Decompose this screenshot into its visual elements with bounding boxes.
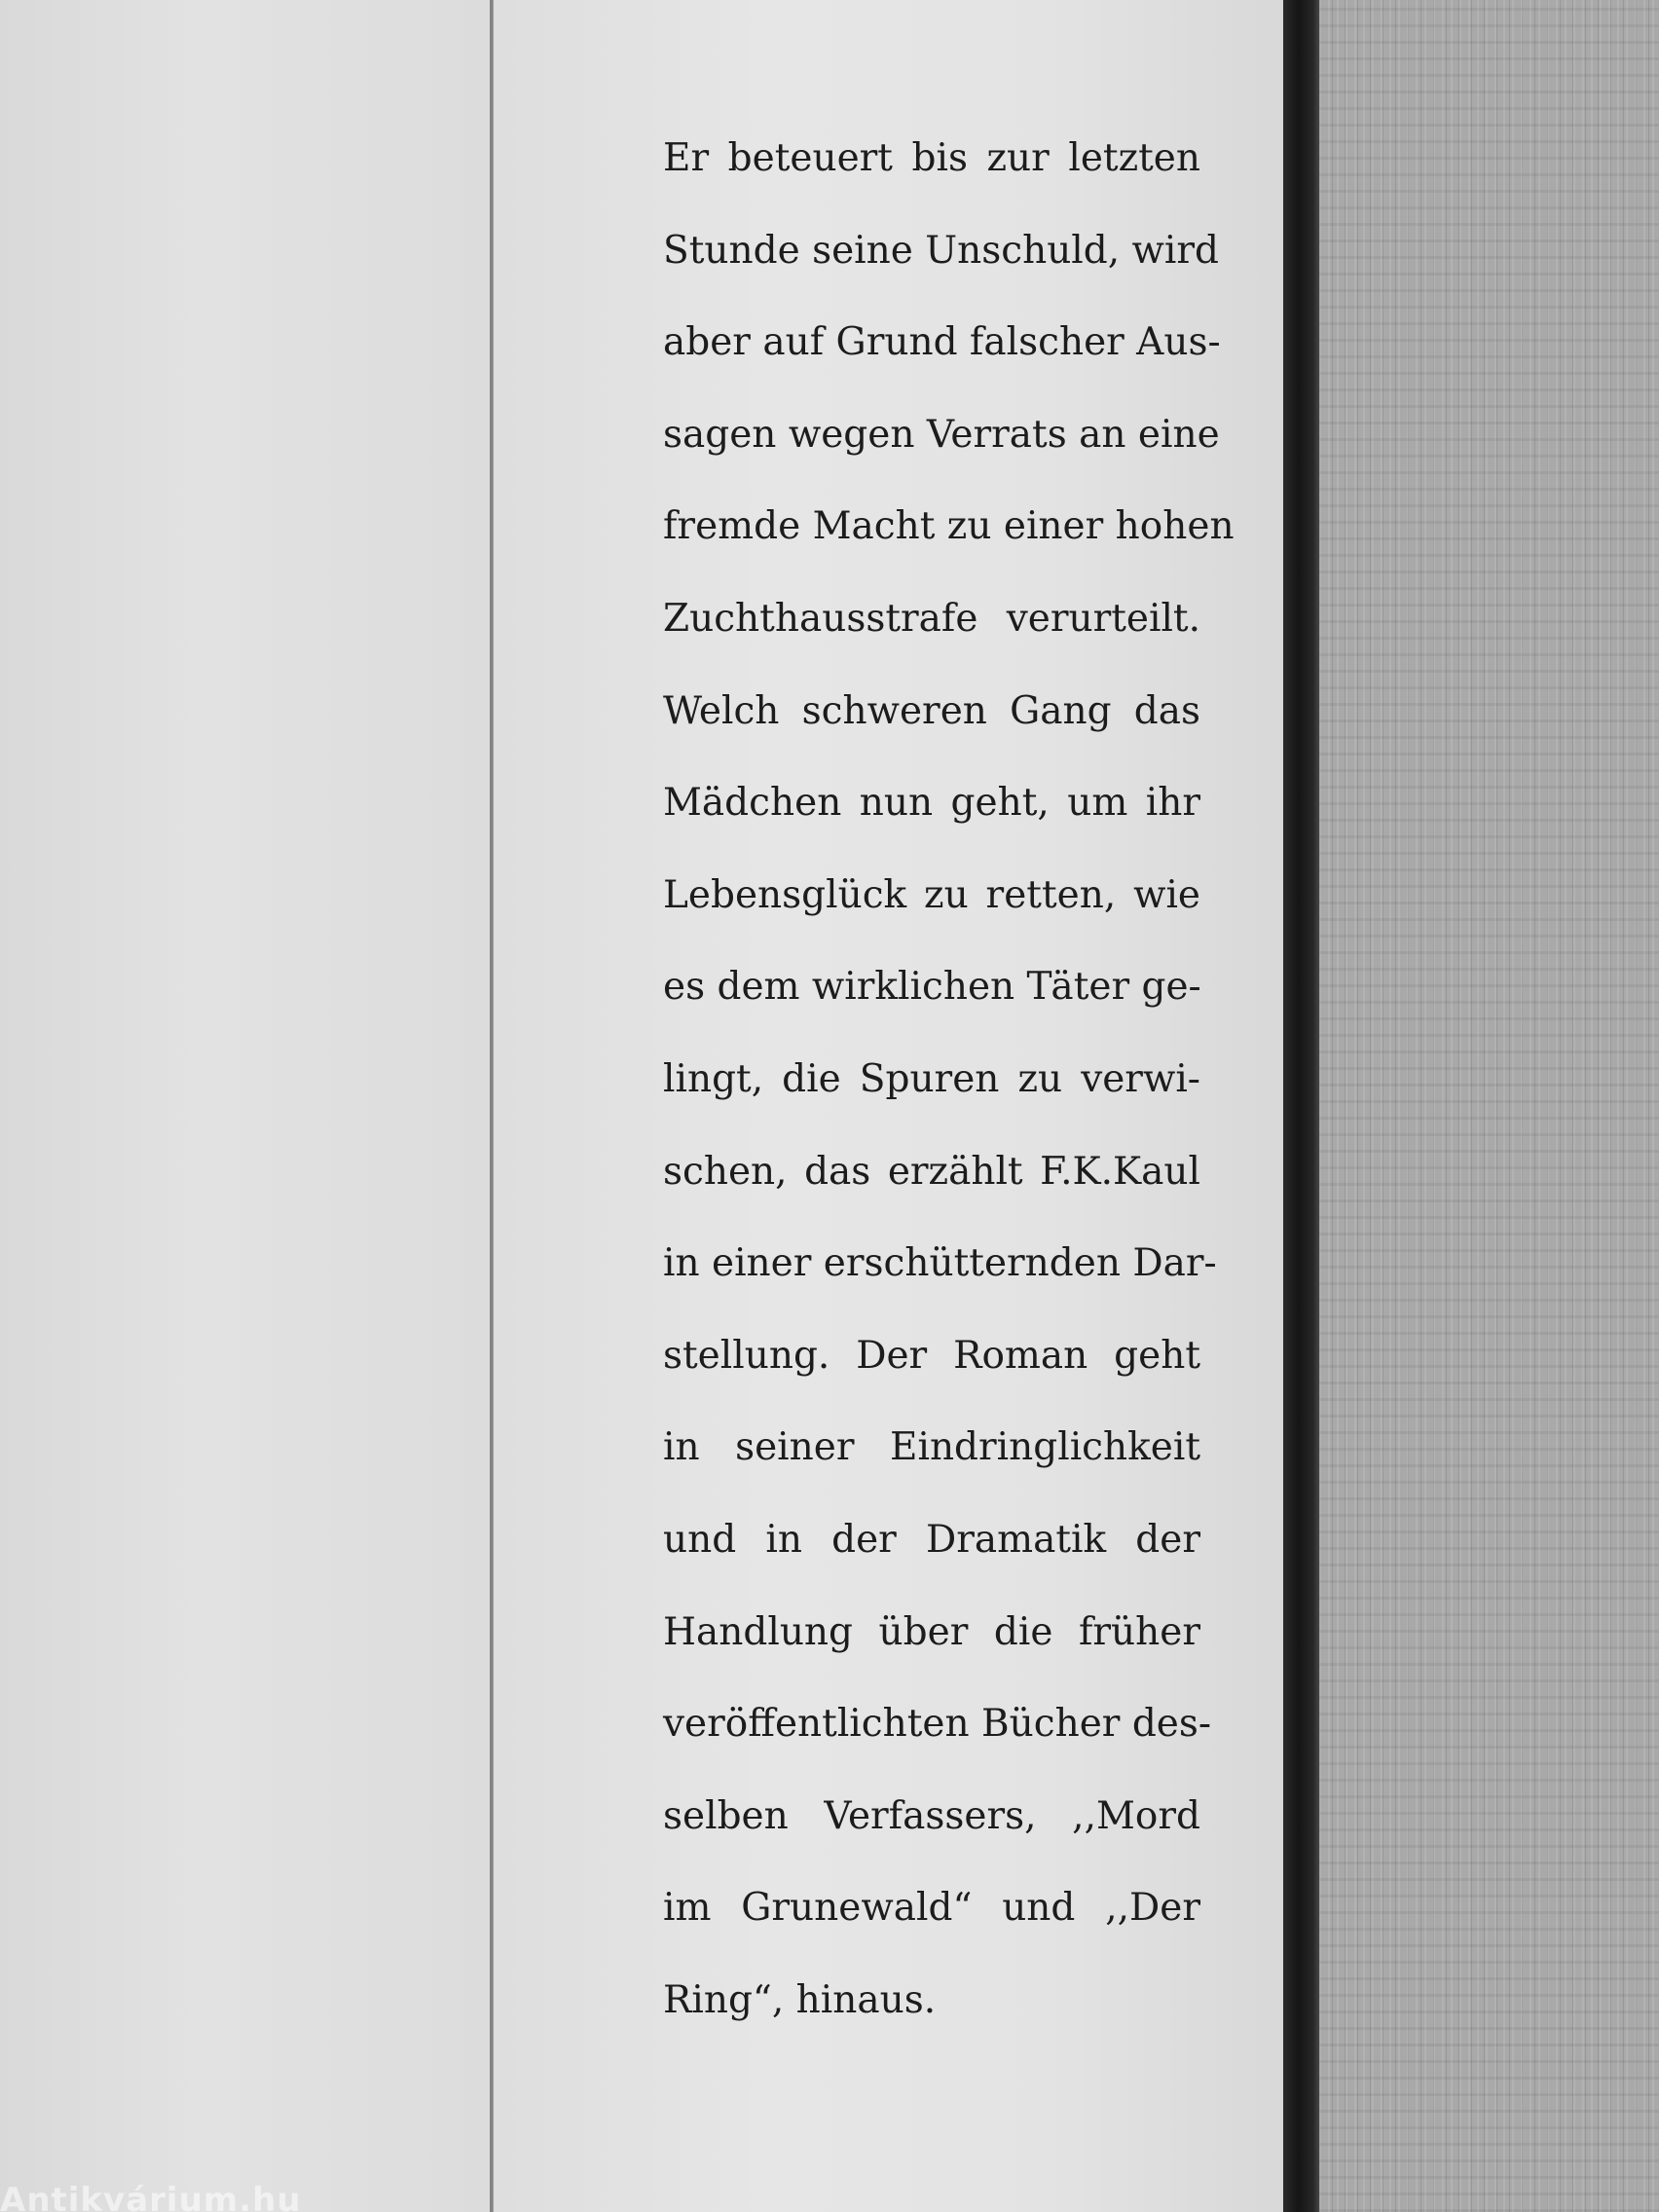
textured-cover [1319, 0, 1659, 2212]
text-line: aber auf Grund falscher Aus- [663, 320, 1221, 365]
text-line: stellung. Der Roman geht [663, 1333, 1200, 1378]
text-line: in einer erschütternden Dar- [663, 1241, 1217, 1286]
text-line: fremde Macht zu einer hohen [663, 504, 1235, 549]
text-line: Handlung über die früher [663, 1609, 1200, 1654]
dust-jacket-flap [493, 0, 1287, 2212]
text-line: Mädchen nun geht, um ihr [663, 781, 1200, 826]
jacket-edge [1283, 0, 1320, 2212]
text-line: veröffentlichten Bücher des- [663, 1702, 1212, 1747]
text-line: schen, das erzählt F.K.Kaul [663, 1149, 1200, 1194]
text-line: selben Verfassers, ,,Mord [663, 1793, 1200, 1838]
text-line: Ring“, hinaus. [663, 1977, 937, 2022]
text-line: es dem wirklichen Täter ge- [663, 965, 1201, 1010]
text-line: sagen wegen Verrats an eine [663, 412, 1220, 457]
left-blank-page [0, 0, 497, 2212]
text-line: lingt, die Spuren zu verwi- [663, 1056, 1200, 1101]
blurb-text [663, 125, 1235, 2058]
text-line: Zuchthausstrafe verurteilt. [663, 596, 1200, 641]
text-line: Stunde seine Unschuld, wird [663, 228, 1220, 273]
text-line: Er beteuert bis zur letzten [663, 136, 1200, 180]
watermark: Antikvárium.hu [0, 2181, 302, 2212]
text-line: in seiner Eindringlichkeit [663, 1425, 1200, 1470]
text-line: im Grunewald“ und ,,Der [663, 1886, 1200, 1931]
text-line: und in der Dramatik der [663, 1517, 1200, 1562]
text-line: Welch schweren Gang das [663, 688, 1200, 733]
text-line: Lebensglück zu retten, wie [663, 872, 1200, 917]
